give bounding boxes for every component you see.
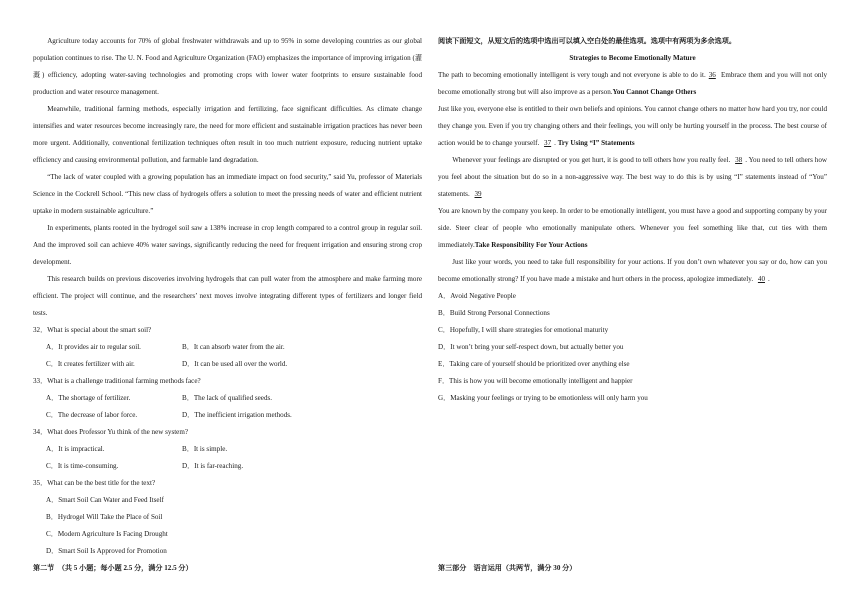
option-34-a[interactable]: A．It is impractical. xyxy=(46,445,105,453)
subheading: You Cannot Change Others xyxy=(612,88,697,96)
choice-option-c[interactable]: C．Hopefully, I will share strategies for emotional maturity xyxy=(438,326,609,334)
choice-option-b[interactable]: B．Build Strong Personal Connections xyxy=(438,309,550,317)
subheading: Take Responsibility For Your Actions xyxy=(474,241,588,249)
option-34-d[interactable]: D．It is far-reaching. xyxy=(182,462,244,470)
option-32-b[interactable]: B．It can absorb water from the air. xyxy=(182,343,285,351)
question-stem-32: 32．What is special about the smart soil? xyxy=(33,326,152,334)
option-34-b[interactable]: B．It is simple. xyxy=(182,445,228,453)
text-run: . You need to tell others how you feel about the situation but do so in a non-aggressive way. The best way to do this is by using “I” statements instead of “You” statements. xyxy=(438,156,827,198)
choice-option-f[interactable]: F．This is how you will become emotionally intelligent and happier xyxy=(438,377,633,385)
choice-option-a[interactable]: A．Avoid Negative People xyxy=(438,292,516,300)
section-instruction: 阅读下面短文，从短文后的选项中选出可以填入空白处的最佳选项。选项中有两项为多余选项。 xyxy=(438,37,736,45)
passage-paragraph: “The lack of water coupled with a growing population has an immediate impact on food security,” said Yu, professor of Materials Science in the Cockrell School. “This new class of hydrogels offers a solution to meet the pressing needs of water and efficient nutrient uptake in modern sustainable agriculture.” xyxy=(33,173,422,215)
question-stem-33: 33．What is a challenge traditional farming methods face? xyxy=(33,377,201,385)
choice-option-g[interactable]: G．Masking your feelings or trying to be emotionless will only harm you xyxy=(438,394,648,402)
passage-paragraph: Just like your words, you need to take full responsibility for your actions. If you don’t own whatever you say or do, how can you become emotionally strong? If you have made a mistake and hurt others in the process, apologize immediately. 40 . xyxy=(438,258,827,283)
blank-40[interactable]: 40 xyxy=(757,275,765,283)
option-32-a[interactable]: A．It provides air to regular soil. xyxy=(46,343,141,351)
section-footer: 第二节 （共 5 小题；每小题 2.5 分，满分 12.5 分） xyxy=(33,564,193,572)
options-row xyxy=(33,441,422,458)
blank-37[interactable]: 37 xyxy=(544,139,552,147)
option-35-d[interactable]: D．Smart Soil Is Approved for Promotion xyxy=(46,547,167,555)
blank-39[interactable]: 39 xyxy=(474,190,482,198)
text-run: Whenever your feelings are disrupted or you get hurt, it is good to tell others how you really feel. xyxy=(452,156,731,164)
passage-paragraph xyxy=(438,203,827,254)
option-34-c[interactable]: C．It is time-consuming. xyxy=(46,462,119,470)
left-column xyxy=(33,33,422,560)
options-row xyxy=(33,356,422,373)
text-run: The path to becoming emotionally intelligent is very tough and not everyone is able to do it. xyxy=(438,71,706,79)
options-row xyxy=(33,458,422,475)
section-footer: 第三部分 语言运用（共两节，满分 30 分） xyxy=(438,564,577,572)
option-35-c[interactable]: C．Modern Agriculture Is Facing Drought xyxy=(46,530,168,538)
passage-title: Strategies to Become Emotionally Mature xyxy=(569,54,696,62)
subheading: Try Using “I” Statements xyxy=(557,139,635,147)
passage-paragraph xyxy=(438,67,827,101)
choice-option-d[interactable]: D．It won’t bring your self-respect down, but actually better you xyxy=(438,343,624,351)
options-row xyxy=(33,390,422,407)
option-35-b[interactable]: B．Hydrogel Will Take the Place of Soil xyxy=(46,513,163,521)
passage-paragraph xyxy=(438,152,827,203)
passage-paragraph: Meanwhile, traditional farming methods, especially irrigation and fertilizing, face significant difficulties. As climate change intensifies and water resources become increasingly rare, the need for more efficient and sustainable irrigation practices has never been more urgent. Additionally, conventional fertilization techniques often result in too much nutrient exposure, reducing nutrient uptake efficiency and causing environmental pollution, and farmable land degradation. xyxy=(33,105,422,164)
option-33-a[interactable]: A．The shortage of fertilizer. xyxy=(46,394,131,402)
text-run: Embrace them and you will not only become emotionally strong but will also improve as a person. xyxy=(438,71,827,96)
right-column xyxy=(438,33,827,407)
option-33-c[interactable]: C．The decrease of labor force. xyxy=(46,411,138,419)
option-32-d[interactable]: D．It can be used all over the world. xyxy=(182,360,288,368)
choice-option-e[interactable]: E．Taking care of yourself should be prioritized over anything else xyxy=(438,360,630,368)
passage-paragraph: This research builds on previous discoveries involving hydrogels that can pull water from the atmosphere and make farming more efficient. The project will continue, and the researchers’ next moves involve integrating different types of fertilizers and longer field tests. xyxy=(33,275,422,317)
blank-38[interactable]: 38 xyxy=(735,156,743,164)
text-run: Just like your words, you need to take full responsibility for your actions. If you don’t own whatever you say or do, how can you become emotionally strong? If you have made a mistake and hurt others in the process, apologize immediately. xyxy=(438,258,827,283)
text-run: You are known by the company you keep. In order to be emotionally intelligent, you must have a good and supporting company by your side. Steer clear of people who emotionally manipulate others. Whenever you feel something like that, cut ties with them immediately. xyxy=(438,207,827,249)
passage-paragraph: In experiments, plants rooted in the hydrogel soil saw a 138% increase in crop length compared to a control group in regular soil. And the improved soil can achieve 40% water savings, significantly reducing the need for frequent irrigation and ensuring strong crop development. xyxy=(33,224,422,266)
question-stem-34: 34．What does Professor Yu think of the new system? xyxy=(33,428,188,436)
options-row xyxy=(33,407,422,424)
passage-paragraph: Just like you, everyone else is entitled to their own beliefs and opinions. You cannot change others no matter how hard you try, nor could they change you. Even if you try changing others and their feelings, you will only be hurting yourself in the process. The best course of action would be to change yourself. 37 . Try Using “I” Statements xyxy=(438,105,827,147)
passage-paragraph: Agriculture today accounts for 70% of global freshwater withdrawals and up to 95% in some developing countries as our global population continues to rise. The U. N. Food and Agriculture Organization (FAO) emphasizes the importance of improving irrigation (灌溉) efficiency, adopting water-saving technologies and promoting crops with lower water footprints to ensure sustainable food production and water resource management. xyxy=(33,37,422,96)
option-33-d[interactable]: D．The inefficient irrigation methods. xyxy=(182,411,292,419)
blank-36[interactable]: 36 xyxy=(708,71,716,79)
option-32-c[interactable]: C．It creates fertilizer with air. xyxy=(46,360,135,368)
options-row xyxy=(33,339,422,356)
text-run: Just like you, everyone else is entitled to their own beliefs and opinions. You cannot change others no matter how hard you try, nor could they change you. Even if you try changing others and their feelings, you will only be hurting yourself in the process. The best course of action would be to change yourself. xyxy=(438,105,827,147)
option-35-a[interactable]: A．Smart Soil Can Water and Feed Itself xyxy=(46,496,164,504)
option-33-b[interactable]: B．The lack of qualified seeds. xyxy=(182,394,273,402)
question-stem-35: 35．What can be the best title for the text? xyxy=(33,479,156,487)
